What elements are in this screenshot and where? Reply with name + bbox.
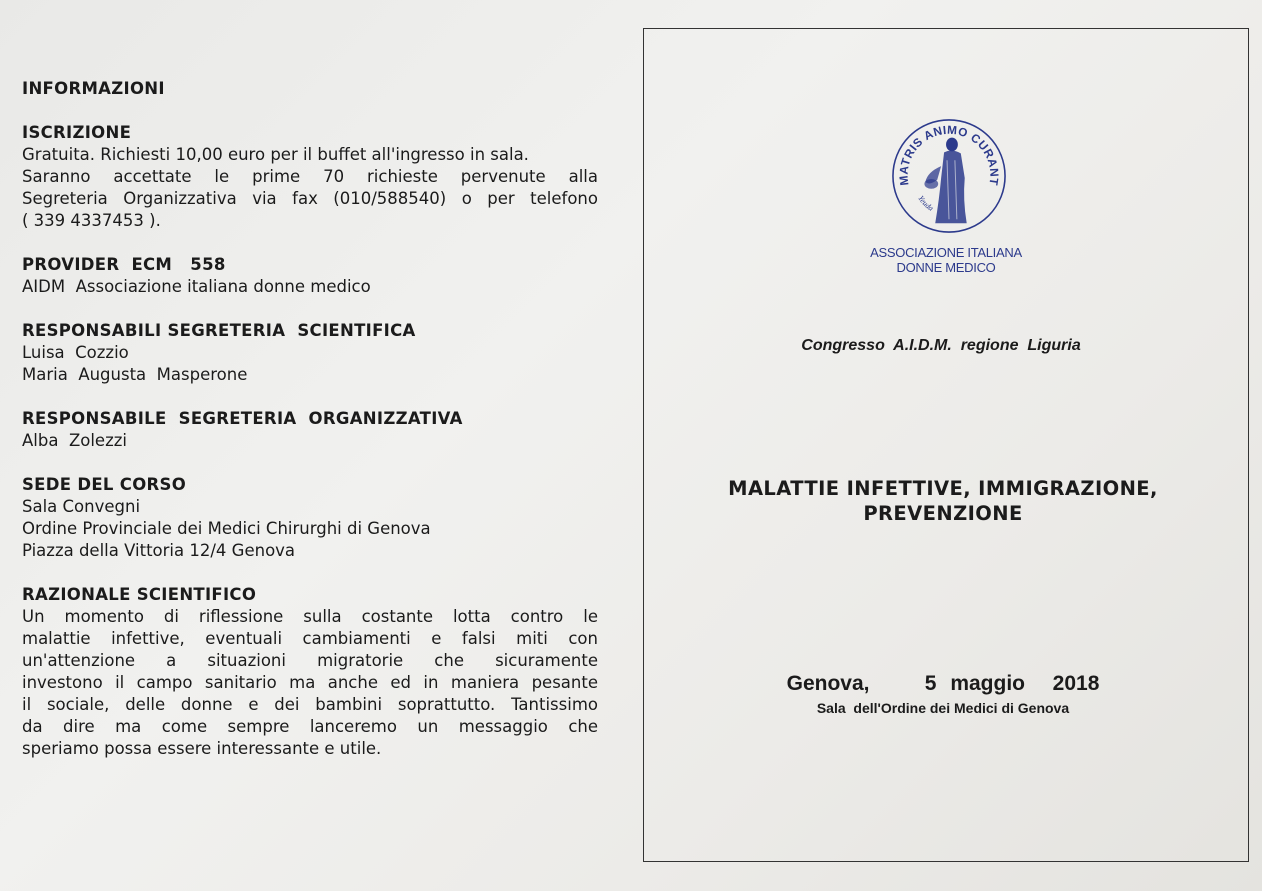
provider-heading: PROVIDER ECM 558: [22, 255, 226, 274]
section-iscrizione: [22, 122, 598, 232]
cover-panel: [643, 28, 1249, 862]
razionale-line: da dire ma come sempre lanceremo un messaggio che: [22, 717, 598, 736]
scientifica-line: Maria Augusta Masperone: [22, 365, 248, 384]
section-provider: [22, 254, 598, 298]
razionale-line: malattie infettive, eventuali cambiamenti e falsi miti con: [22, 629, 598, 648]
sede-line: Sala Convegni: [22, 497, 141, 516]
logo-motto-inner: Yeuda: [916, 193, 936, 213]
organizzativa-line: Alba Zolezzi: [22, 431, 127, 450]
sede-heading: SEDE DEL CORSO: [22, 475, 187, 494]
title-line: PREVENZIONE: [863, 502, 1023, 525]
aidm-logo-seal: [890, 117, 1008, 235]
logo-motto: MATRIS ANIMO CURANT: [896, 122, 1002, 187]
iscrizione-line: ( 339 4337453 ).: [22, 211, 161, 230]
razionale-line: un'attenzione a situazioni migratorie che sicuramente: [22, 651, 598, 670]
event-title: [644, 476, 1242, 526]
sede-line: Piazza della Vittoria 12/4 Genova: [22, 541, 296, 560]
razionale-line: speriamo possa essere interessante e utile.: [22, 739, 382, 758]
organizzativa-heading: RESPONSABILE SEGRETERIA ORGANIZZATIVA: [22, 409, 463, 428]
scientifica-line: Luisa Cozzio: [22, 343, 129, 362]
provider-line: AIDM Associazione italiana donne medico: [22, 277, 371, 296]
congress-label: Congresso A.I.D.M. regione Liguria: [801, 337, 1081, 354]
svg-text:Yeuda: [916, 194, 935, 213]
scientifica-heading: RESPONSABILI SEGRETERIA SCIENTIFICA: [22, 321, 416, 340]
iscrizione-line: Gratuita. Richiesti 10,00 euro per il buffet all'ingresso in sala.: [22, 145, 529, 164]
section-segreteria-scientifica: [22, 320, 598, 386]
info-header: INFORMAZIONI: [22, 79, 165, 98]
section-sede: [22, 474, 598, 562]
association-line: DONNE MEDICO: [896, 260, 996, 275]
razionale-line: il sociale, delle donne e dei bambini soprattutto. Tantissimo: [22, 695, 598, 714]
razionale-line: Un momento di riflessione sulla costante lotta contro le: [22, 607, 598, 626]
association-name: [644, 245, 1248, 275]
iscrizione-line: Saranno accettate le prime 70 richieste pervenute alla: [22, 167, 598, 186]
section-razionale: [22, 584, 598, 760]
iscrizione-line: Segreteria Organizzativa via fax (010/588540) o per telefono: [22, 189, 598, 208]
info-column: [22, 78, 598, 782]
razionale-line: investono il campo sanitario ma anche ed in maniera pesante: [22, 673, 598, 692]
association-line: ASSOCIAZIONE ITALIANA: [870, 245, 1022, 260]
iscrizione-heading: ISCRIZIONE: [22, 123, 132, 142]
sede-line: Ordine Provinciale dei Medici Chirurghi di Genova: [22, 519, 431, 538]
event-date: Genova, 5 maggio 2018: [786, 672, 1100, 695]
title-line: MALATTIE INFETTIVE, IMMIGRAZIONE,: [728, 477, 1158, 500]
event-venue: Sala dell'Ordine dei Medici di Genova: [816, 700, 1070, 716]
razionale-heading: RAZIONALE SCIENTIFICO: [22, 585, 257, 604]
section-segreteria-organizzativa: [22, 408, 598, 452]
